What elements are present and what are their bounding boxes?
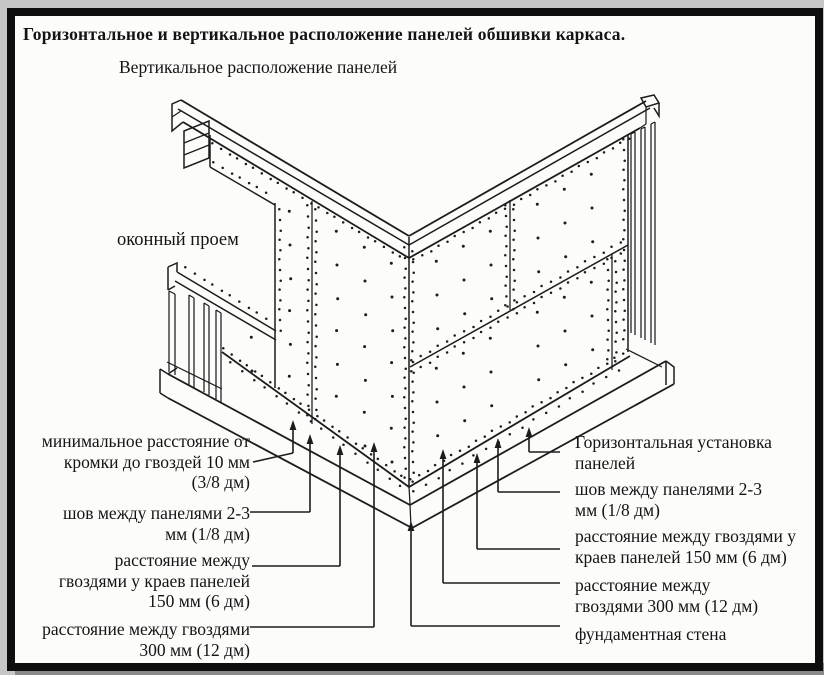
cripple-studs: [167, 291, 222, 402]
label-edge-nail-spacing-left: расстояние между гвоздями у краев панелей 150 мм (6 дм): [58, 550, 250, 611]
label-foundation-wall: фундаментная стена: [575, 624, 727, 644]
label-horizontal-installation: Горизонтальная установка панелей: [575, 432, 772, 473]
figure-title: Горизонтальное и вертикальное расположение панелей обшивки каркаса.: [23, 24, 626, 44]
window-header-end: [184, 121, 209, 168]
label-edge-nail-spacing-right: расстояние между гвоздями у краев панелей 150 мм (6 дм): [575, 526, 796, 567]
label-min-edge-distance: минимальное расстояние от кромки до гвоздей 10 мм (3/8 дм): [41, 431, 250, 492]
right-end-studs: [626, 122, 662, 367]
label-field-nail-spacing-right: расстояние между гвоздями 300 мм (12 дм): [575, 575, 759, 616]
figure-subtitle: Вертикальное расположение панелей: [119, 57, 398, 77]
label-panel-gap-left: шов между панелями 2-3 мм (1/8 дм): [62, 503, 250, 544]
label-panel-gap-right: шов между панелями 2-3 мм (1/8 дм): [575, 479, 763, 520]
window-opening: [168, 135, 276, 388]
right-wall-top-plate: [409, 95, 659, 258]
window-opening-label: оконный проем: [117, 230, 239, 250]
label-field-nail-spacing-left: расстояние между гвоздями 300 мм (12 дм): [42, 619, 250, 660]
